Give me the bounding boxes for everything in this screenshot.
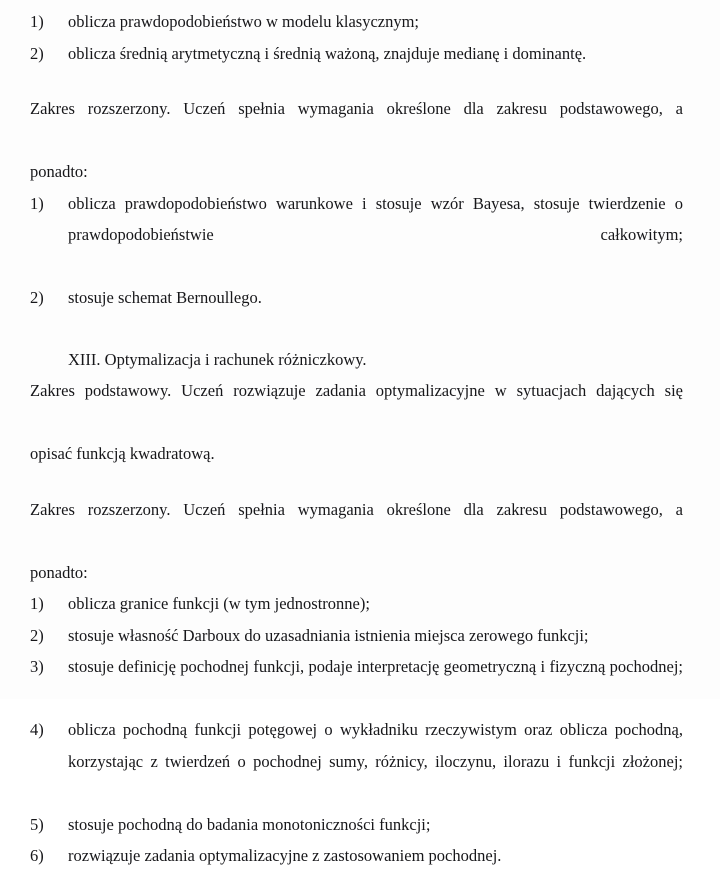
extended-scope-intro-line-1: Zakres rozszerzony. Uczeń spełnia wymagania określone dla zakresu podstawowego, a xyxy=(30,99,683,118)
list-marker: 4) xyxy=(30,720,44,739)
list-item-text: oblicza pochodną funkcji potęgowej o wykładniku rzeczywistym oraz oblicza pochodną, korzystając z twierdzeń o pochodnej sumy, różnicy, iloczynu, ilorazu i funkcji złożonej; xyxy=(68,720,683,771)
list-marker: 2) xyxy=(30,288,44,307)
list-item xyxy=(30,809,683,841)
spacer xyxy=(30,69,683,93)
list-item xyxy=(30,651,683,714)
list-item xyxy=(30,6,683,38)
section-heading: XIII. Optymalizacja i rachunek różniczkowy. xyxy=(68,349,367,369)
list-item-text: stosuje definicję pochodnej funkcji, podaje interpretację geometryczną i fizyczną pochodnej; xyxy=(68,657,683,676)
list-marker: 2) xyxy=(30,43,44,63)
list-item-text: oblicza granice funkcji (w tym jednostronne); xyxy=(68,594,370,613)
list-marker: 5) xyxy=(30,814,44,834)
extended-scope-intro-line-2: ponadto: xyxy=(30,162,88,181)
list-item xyxy=(30,840,683,872)
list-item-text: oblicza średnią arytmetyczną i średnią ważoną, znajduje medianę i dominantę. xyxy=(68,43,587,63)
extended-scope-intro-2-line-2: ponadto: xyxy=(30,562,88,582)
list-item-text: stosuje schemat Bernoullego. xyxy=(68,288,262,307)
spacer xyxy=(30,470,683,494)
list-item xyxy=(30,714,683,809)
list-marker: 1) xyxy=(30,193,44,213)
list-item xyxy=(30,620,683,652)
extended-scope-intro-2-line-1: Zakres rozszerzony. Uczeń spełnia wymagania określone dla zakresu podstawowego, a xyxy=(30,499,683,519)
list-item-text: stosuje własność Darboux do uzasadniania istnienia miejsca zerowego funkcji; xyxy=(68,625,589,645)
list-item-text: stosuje pochodną do badania monotoniczności funkcji; xyxy=(68,814,431,834)
extended-list-2 xyxy=(30,588,683,872)
document-content xyxy=(30,6,683,872)
list-marker: 3) xyxy=(30,657,44,676)
list-item-text: oblicza prawdopodobieństwo w modelu klasycznym; xyxy=(68,12,420,31)
spacer xyxy=(30,314,683,344)
list-item xyxy=(30,38,683,70)
list-item xyxy=(30,588,683,620)
list-item xyxy=(30,282,683,314)
extended-list-1 xyxy=(30,188,683,314)
list-item-text: oblicza prawdopodobieństwo warunkowe i stosuje wzór Bayesa, stosuje twierdzenie o prawdopodobieństwie całkowitym; xyxy=(68,193,683,244)
basic-scope-line-2: opisać funkcją kwadratową. xyxy=(30,444,215,463)
list-marker: 2) xyxy=(30,625,44,645)
list-item xyxy=(30,188,683,283)
list-marker: 1) xyxy=(30,594,44,613)
list-item-text: rozwiązuje zadania optymalizacyjne z zastosowaniem pochodnej. xyxy=(68,846,502,865)
top-list xyxy=(30,6,683,69)
basic-scope-line-1: Zakres podstawowy. Uczeń rozwiązuje zadania optymalizacyjne w sytuacjach dających się xyxy=(30,381,683,400)
list-marker: 1) xyxy=(30,12,44,31)
list-marker: 6) xyxy=(30,846,44,865)
